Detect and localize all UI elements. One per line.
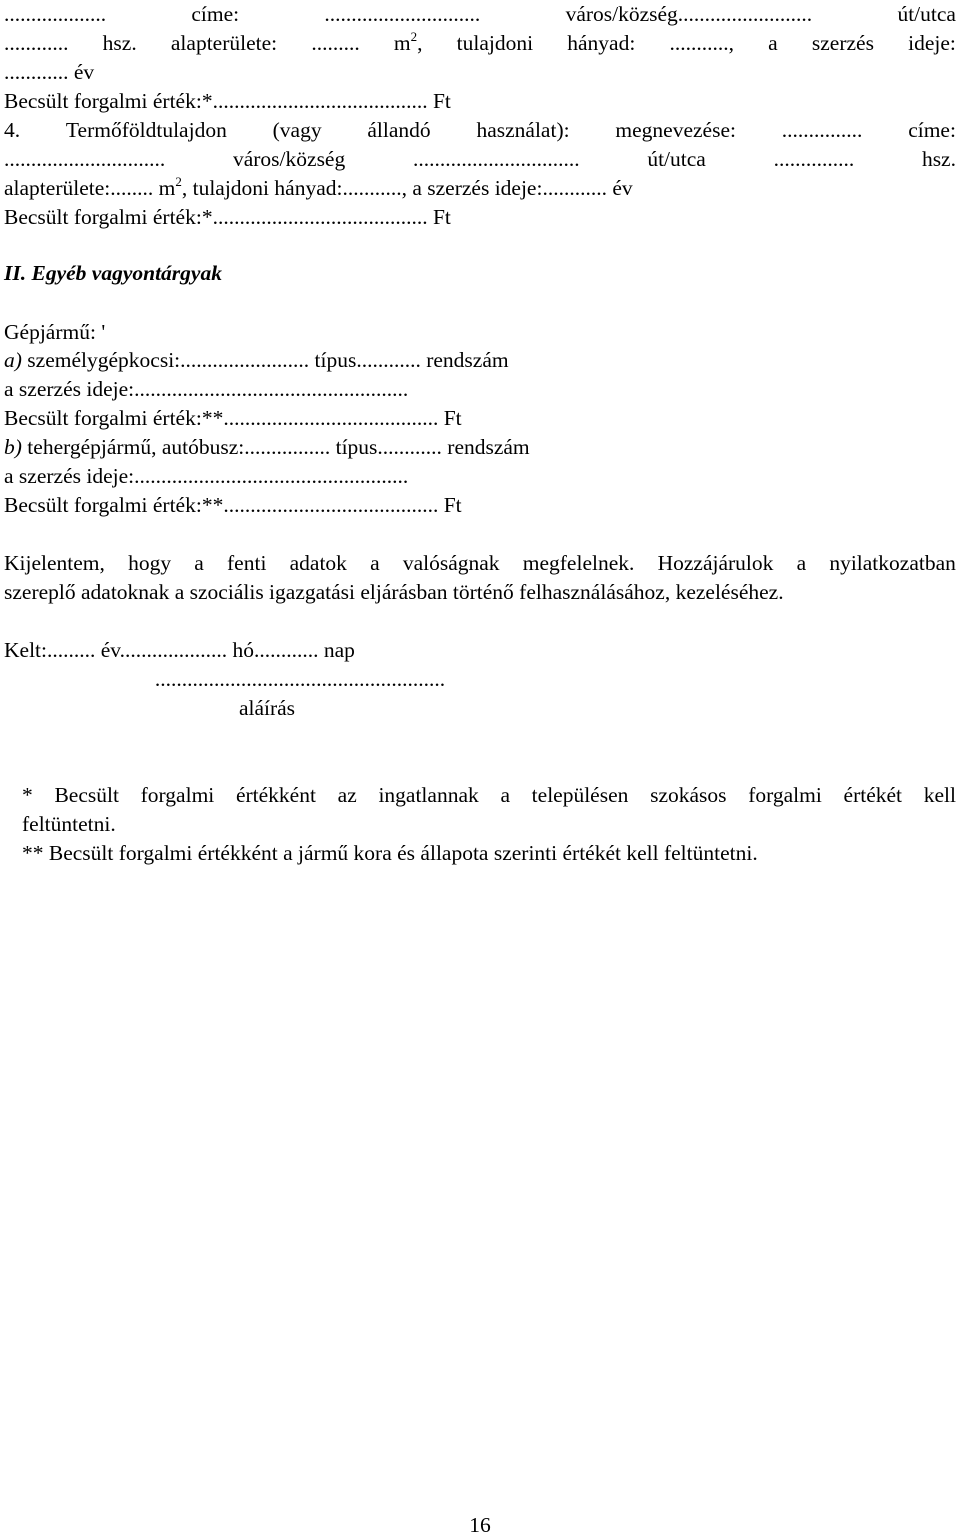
area-label: alapterülete:: [170, 31, 278, 55]
word: használat):: [476, 118, 570, 142]
estimated-value-line: Becsült forgalmi érték:*........................................ Ft: [4, 89, 451, 113]
word: megfelelnek.: [522, 551, 635, 575]
page-number: 16: [469, 1513, 491, 1537]
fill-dots: .............................: [324, 2, 481, 26]
fill-dots: ...............................: [412, 147, 580, 171]
lot-number-label: hsz.: [102, 31, 137, 55]
word: Termőföldtulajdon: [65, 118, 227, 142]
section-heading: II. Egyéb vagyontárgyak: [4, 261, 222, 285]
word: nyilatkozatban: [829, 551, 956, 575]
estimated-value-line: Becsült forgalmi érték:**........................................ Ft: [4, 406, 462, 430]
year-line: ............ év: [4, 60, 95, 84]
word: (vagy: [272, 118, 322, 142]
share-label: hányad:: [567, 31, 636, 55]
word: az: [337, 783, 357, 807]
fill-dots: ...........,: [669, 31, 734, 55]
word: kell: [923, 783, 956, 807]
address-label: címe:: [908, 118, 956, 142]
word: tulajdoni: [456, 31, 534, 55]
property-address-line: [4, 4, 956, 26]
name-label: megnevezése:: [615, 118, 736, 142]
car-line: a) személygépkocsi:........................ típus............ rendszám: [4, 348, 509, 372]
farmland-details-line: alapterülete:........ $m^2$, tulajdoni hányad:..........., a szerzés ideje:............ év: [4, 174, 633, 200]
footnote-1-continued: feltüntetni.: [22, 812, 116, 836]
word: állandó: [367, 118, 431, 142]
fill-dots: .........: [311, 31, 360, 55]
footnote-1: [22, 785, 956, 807]
fill-dots: ............: [4, 31, 69, 55]
word: szerzés: [811, 31, 874, 55]
street-label: út/utca: [647, 147, 706, 171]
date-line: Kelt:......... év.................... hó............ nap: [4, 638, 355, 662]
estimated-value-line: Becsült forgalmi érték:**........................................ Ft: [4, 493, 462, 517]
signature-dots: ......................................................: [154, 667, 446, 691]
declaration-line: szereplő adatoknak a szociális igazgatási eljárásban történő felhasználásához, kezeléséhez.: [4, 580, 784, 604]
city-label: város/község.........................: [565, 2, 813, 26]
word: szokásos: [650, 783, 727, 807]
word: ingatlannak: [378, 783, 479, 807]
acquisition-label: ideje:: [908, 31, 956, 55]
acquisition-date-line: a szerzés ideje:...................................................: [4, 377, 409, 401]
declaration-line: [4, 553, 956, 575]
word: Hozzájárulok: [657, 551, 774, 575]
city-label: város/község: [232, 147, 346, 171]
vehicle-label: Gépjármű: ': [4, 320, 106, 344]
word: a: [500, 783, 510, 807]
farmland-heading-line: [4, 120, 956, 142]
word: hogy: [128, 551, 172, 575]
word: a: [194, 551, 204, 575]
address-label: címe:: [191, 2, 240, 26]
farmland-address-line: [4, 149, 956, 171]
word: Kijelentem,: [4, 551, 105, 575]
fill-dots: ..............................: [4, 147, 166, 171]
word: településen: [531, 783, 629, 807]
word: a: [796, 551, 807, 575]
word: Becsült: [54, 783, 119, 807]
word: forgalmi: [748, 783, 822, 807]
word: értékét: [843, 783, 903, 807]
fill-dots: ...................: [4, 2, 107, 26]
street-label: út/utca: [897, 2, 956, 26]
square-meter-unit: $m^2$,: [393, 29, 423, 55]
signature-label: aláírás: [238, 696, 296, 720]
item-number: 4.: [4, 118, 21, 142]
property-details-line: [4, 29, 956, 55]
word: fenti: [227, 551, 267, 575]
acquisition-date-line: a szerzés ideje:...................................................: [4, 464, 409, 488]
word: forgalmi: [140, 783, 215, 807]
word: adatok: [289, 551, 347, 575]
fill-dots: ...............: [773, 147, 855, 171]
word: a: [768, 31, 778, 55]
estimated-value-line: Becsült forgalmi érték:*........................................ Ft: [4, 205, 451, 229]
word: valóságnak: [402, 551, 500, 575]
truck-line: b) tehergépjármű, autóbusz:................ típus............ rendszám: [4, 435, 530, 459]
footnote-2: ** Becsült forgalmi értékként a jármű kora és állapota szerinti értékét kell feltüntetni.: [22, 841, 758, 865]
lot-number-label: hsz.: [921, 147, 956, 171]
fill-dots: ...............: [781, 118, 863, 142]
footnote-marker: *: [22, 783, 33, 807]
word: értékként: [235, 783, 316, 807]
word: a: [370, 551, 380, 575]
